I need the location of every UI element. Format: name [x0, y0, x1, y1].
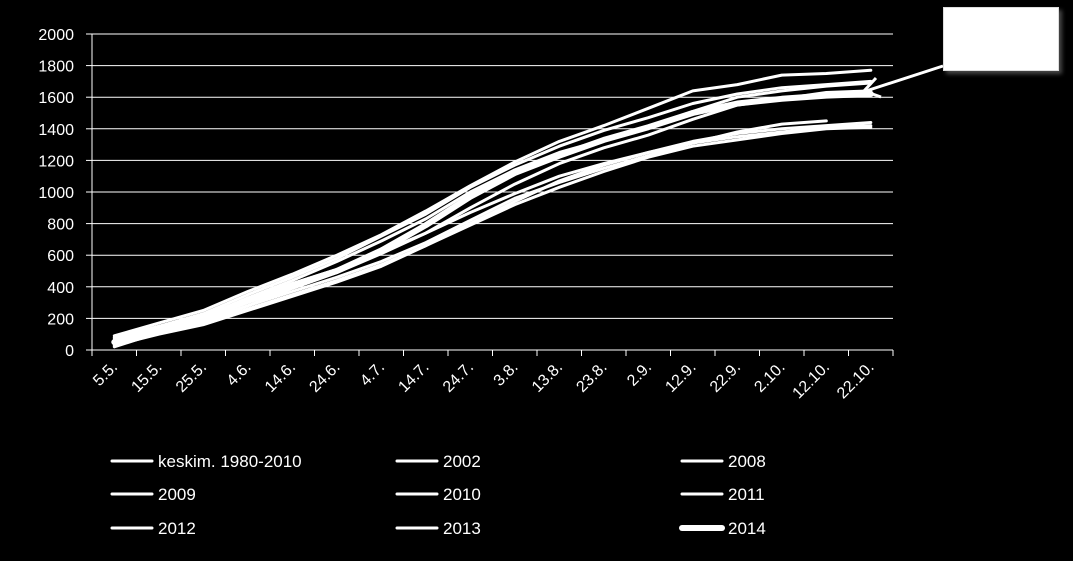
x-tick-label: 22.9.: [706, 358, 745, 396]
legend-item: [682, 485, 765, 504]
x-tick-label: 25.5.: [172, 358, 211, 396]
y-tick-label: 1800: [38, 58, 74, 76]
legend-label: 2008: [728, 452, 766, 471]
x-tick-label: 12.10.: [789, 358, 834, 403]
legend-label: 2013: [443, 519, 481, 538]
x-tick-label: 14.6.: [261, 358, 300, 396]
legend-label: 2010: [443, 485, 481, 504]
legend-item: [112, 485, 196, 504]
legend-label: 2002: [443, 452, 481, 471]
legend-item: [112, 519, 196, 538]
y-tick-label: 200: [47, 311, 74, 329]
callout-box: [943, 7, 1059, 71]
callout-arrow-line: [866, 66, 943, 91]
y-axis-tick-labels: [38, 27, 74, 360]
y-tick-label: 600: [47, 248, 74, 266]
legend-item: [682, 452, 766, 471]
legend-item: [397, 452, 481, 471]
y-tick-label: 1200: [38, 153, 74, 171]
x-axis-tick-labels: [90, 359, 877, 402]
legend-item: [682, 519, 766, 538]
legend-item: [112, 452, 302, 471]
x-tick-label: 22.10.: [834, 358, 878, 403]
callout-arrow: [864, 66, 943, 97]
x-tick-label: 4.6.: [223, 358, 255, 390]
x-tick-label: 5.5.: [90, 358, 122, 390]
x-tick-label: 13.8.: [528, 358, 567, 396]
legend-label: 2009: [158, 485, 196, 504]
legend: [112, 452, 766, 538]
legend-label: keskim. 1980-2010: [158, 452, 302, 471]
y-tick-label: 400: [47, 279, 74, 297]
x-tick-label: 24.7.: [439, 358, 478, 396]
y-tick-label: 0: [65, 343, 74, 360]
x-tick-label: 3.8.: [490, 358, 522, 390]
x-tick-label: 2.9.: [624, 358, 656, 390]
x-tick-label: 24.6.: [306, 358, 344, 396]
x-tick-label: 14.7.: [395, 358, 433, 396]
y-tick-label: 1000: [38, 185, 74, 202]
series-lines: [114, 70, 871, 347]
x-tick-label: 23.8.: [573, 358, 611, 396]
legend-label: 2014: [728, 519, 766, 538]
y-tick-label: 2000: [38, 27, 74, 44]
y-tick-label: 800: [47, 216, 74, 234]
x-tick-label: 4.7.: [357, 358, 389, 390]
legend-item: [397, 519, 481, 538]
x-tick-label: 15.5.: [128, 358, 166, 396]
x-tick-label: 2.10.: [751, 358, 789, 396]
x-tick-label: 12.9.: [662, 358, 700, 396]
legend-item: [397, 485, 481, 504]
legend-label: 2012: [158, 519, 196, 538]
legend-label: 2011: [728, 485, 765, 504]
y-tick-label: 1400: [38, 121, 74, 139]
y-tick-label: 1600: [38, 90, 74, 108]
